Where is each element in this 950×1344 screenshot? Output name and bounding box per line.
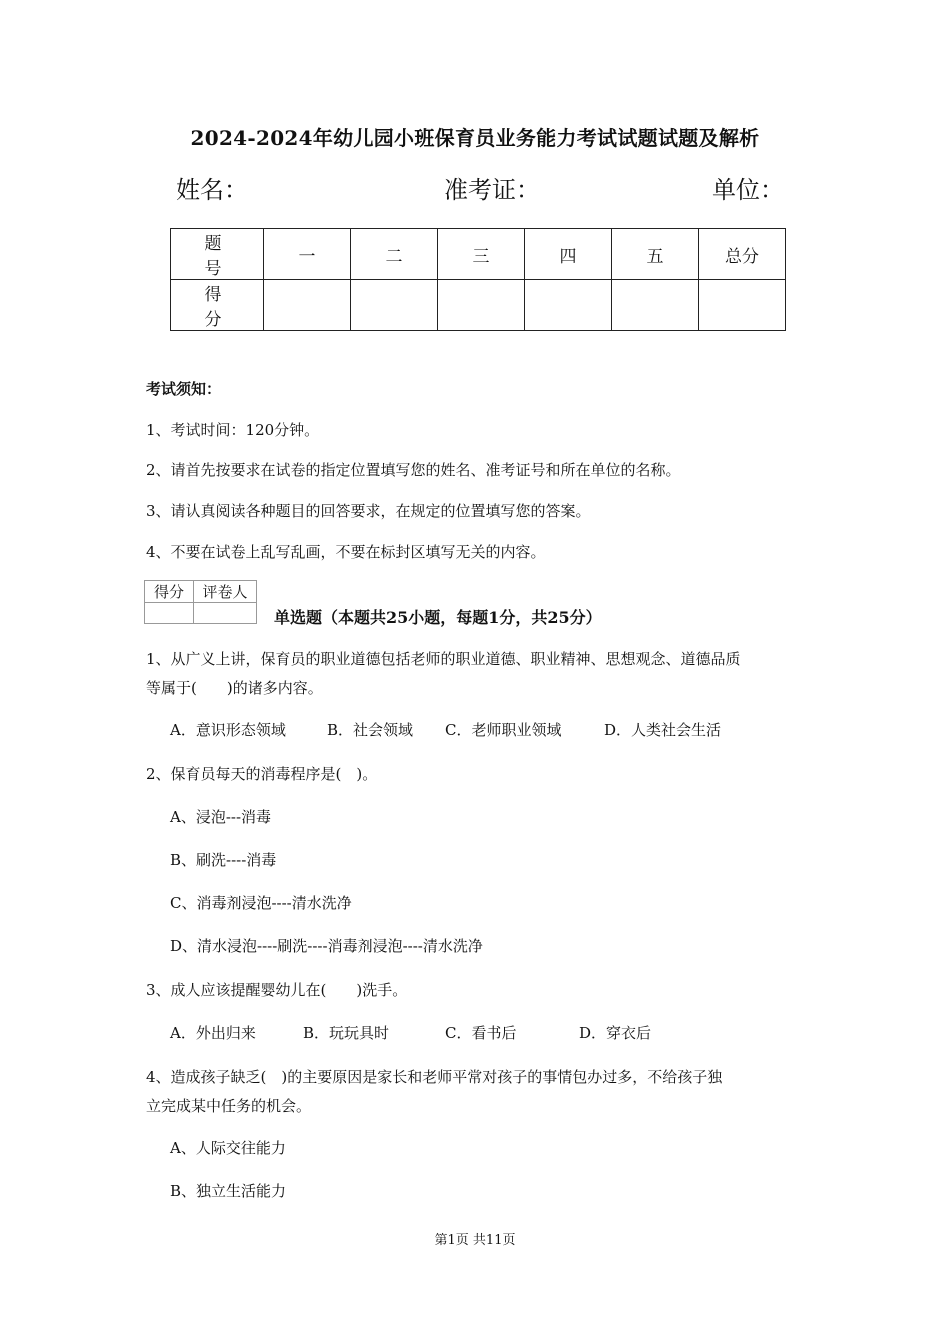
option-b[interactable]: B、刷洗----消毒 xyxy=(170,851,277,869)
grader-reviewer-label: 评卷人 xyxy=(194,581,257,603)
question-1-options xyxy=(170,719,721,740)
option-c[interactable]: C．老师职业领域 xyxy=(445,721,562,739)
question-3-options xyxy=(170,1022,651,1043)
score-cell-5[interactable] xyxy=(612,280,699,331)
notice-heading: 考试须知： xyxy=(146,380,222,398)
question-3-text: 3、成人应该提醒婴幼儿在( )洗手。 xyxy=(146,981,408,999)
question-1-text-cont: 等属于( )的诸多内容。 xyxy=(146,679,323,697)
option-d[interactable]: D．穿衣后 xyxy=(579,1024,652,1042)
question-4-text: 4、造成孩子缺乏( )的主要原因是家长和老师平常对孩子的事情包办过多，不给孩子独 xyxy=(146,1068,723,1086)
name-field-label: 姓名： xyxy=(176,176,248,204)
score-row-label: 得 分 xyxy=(171,280,264,331)
score-cell-3[interactable] xyxy=(438,280,525,331)
score-cell-4[interactable] xyxy=(525,280,612,331)
page-footer: 第1页 共11页 xyxy=(434,1233,516,1248)
grader-reviewer-cell[interactable] xyxy=(194,603,257,624)
score-table-header-row xyxy=(171,229,786,280)
option-b[interactable]: B．社会领域 xyxy=(327,721,414,739)
option-a[interactable]: A、人际交往能力 xyxy=(170,1139,286,1157)
score-header-2: 二 xyxy=(351,229,438,280)
score-table-score-row xyxy=(171,280,786,331)
score-cell-1[interactable] xyxy=(264,280,351,331)
score-header-3: 三 xyxy=(438,229,525,280)
option-d[interactable]: D．人类社会生活 xyxy=(604,721,722,739)
option-a[interactable]: A．意识形态领域 xyxy=(170,721,286,739)
option-a[interactable]: A、浸泡---消毒 xyxy=(170,808,272,826)
notice-item: 2、请首先按要求在试卷的指定位置填写您的姓名、准考证号和所在单位的名称。 xyxy=(146,461,681,479)
option-c[interactable]: C、消毒剂浸泡----清水洗净 xyxy=(170,894,352,912)
score-cell-total[interactable] xyxy=(699,280,786,331)
score-table xyxy=(170,228,786,331)
grader-box xyxy=(144,580,257,624)
score-header-1: 一 xyxy=(264,229,351,280)
score-header-label: 题 号 xyxy=(171,229,264,280)
exam-id-field-label: 准考证： xyxy=(444,176,540,204)
grader-score-label: 得分 xyxy=(145,581,194,603)
option-b[interactable]: B、独立生活能力 xyxy=(170,1182,287,1200)
option-a[interactable]: A．外出归来 xyxy=(170,1024,256,1042)
document-title: 2024-2024年幼儿园小班保育员业务能力考试试题试题及解析 xyxy=(190,126,760,150)
notice-item: 3、请认真阅读各种题目的回答要求，在规定的位置填写您的答案。 xyxy=(146,502,591,520)
section-title: 单选题（本题共25小题，每题1分，共25分） xyxy=(274,608,602,627)
notice-item: 4、不要在试卷上乱写乱画，不要在标封区填写无关的内容。 xyxy=(146,543,546,561)
question-2-text: 2、保育员每天的消毒程序是( )。 xyxy=(146,765,378,783)
option-d[interactable]: D、清水浸泡----刷洗----消毒剂浸泡----清水洗净 xyxy=(170,937,483,955)
score-cell-2[interactable] xyxy=(351,280,438,331)
grader-score-cell[interactable] xyxy=(145,603,194,624)
question-1-text: 1、从广义上讲，保育员的职业道德包括老师的职业道德、职业精神、思想观念、道德品质 xyxy=(146,650,741,668)
score-header-total: 总分 xyxy=(699,229,786,280)
score-header-5: 五 xyxy=(612,229,699,280)
option-b[interactable]: B．玩玩具时 xyxy=(303,1024,390,1042)
option-c[interactable]: C．看书后 xyxy=(445,1024,517,1042)
score-header-4: 四 xyxy=(525,229,612,280)
question-4-text-cont: 立完成某中任务的机会。 xyxy=(146,1097,312,1115)
notice-item: 1、考试时间：120分钟。 xyxy=(146,421,320,439)
unit-field-label: 单位： xyxy=(712,176,784,204)
